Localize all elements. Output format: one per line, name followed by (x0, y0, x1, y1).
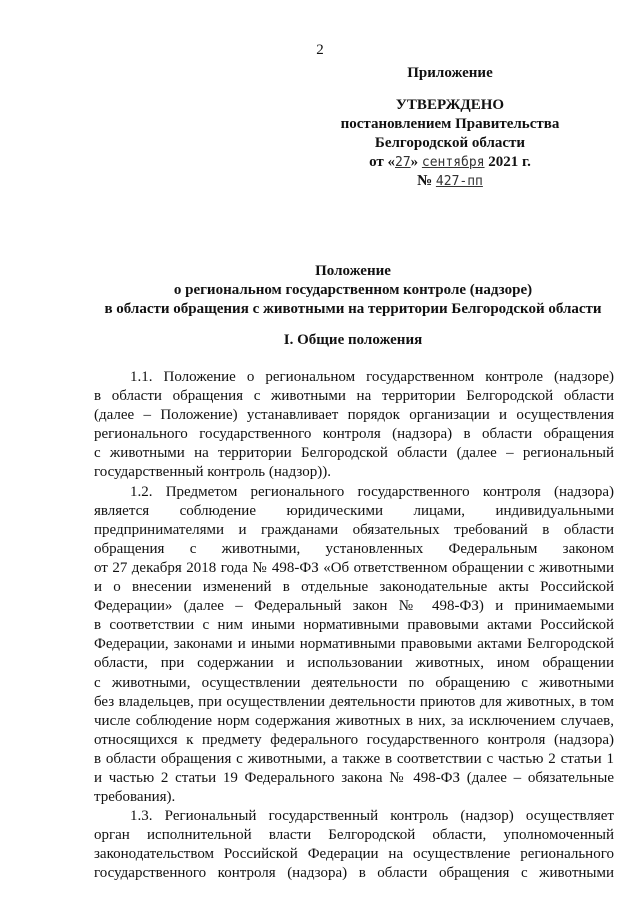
approved-label: УТВЕРЖДЕНО (395, 97, 505, 113)
title-line-1: Положение (315, 263, 391, 279)
section-heading: I. Общие положения (283, 332, 423, 348)
body-line: предпринимателями и гражданами обязательных требований в области (94, 521, 614, 538)
approval-stamp (300, 64, 600, 191)
page-number: 2 (316, 42, 324, 58)
body-line: (далее – Положение) устанавливает порядок организации и осуществления (94, 407, 614, 424)
body-line: без владельцев, при осуществлении деятельности приютов для животных, в том (94, 693, 614, 710)
approval-number (300, 172, 600, 191)
number-prefix: № (417, 173, 433, 189)
body-line: Федерации» (далее – Федеральный закон № 498-ФЗ) и принимаемыми (94, 598, 614, 615)
body-line: обращения с животными, установленных Федеральным законом (94, 540, 614, 557)
body-line: требования). (94, 789, 176, 806)
body-line: и о внесении изменений в отдельные законодательные акты Российской (94, 579, 614, 596)
date-mid: » (410, 154, 419, 170)
body-line: в области обращения с животными на территории Белгородской области (94, 388, 614, 405)
body-line: 1.1. Положение о региональном государственном контроле (надзоре) (130, 369, 614, 385)
body-line: относящихся к предмету федерального государственного контроля (надзора) (94, 731, 614, 748)
approval-line-2: Белгородской области (374, 135, 526, 151)
document-title (88, 262, 618, 319)
approval-date (300, 153, 600, 172)
body-line: в соответствии с ним иными нормативными правовыми актами Российской (94, 617, 614, 634)
body-line: в области обращения с животными, а также в соответствии с частью 2 статьи 1 (94, 750, 614, 767)
body-line: с животными, осуществлении деятельности по обращению с животными (94, 674, 614, 691)
body-line: и частью 2 статьи 19 Федерального закона № 498-ФЗ (далее – обязательные (94, 769, 614, 786)
body-line: области, при содержании и использовании животных, ином обращении (94, 655, 614, 672)
date-prefix: от « (369, 154, 395, 170)
body-line: регионального государственного контроля (надзора) в области обращения (94, 426, 614, 443)
body-line: с животными на территории Белгородской области (далее – региональный (94, 445, 614, 462)
title-line-3: в области обращения с животными на территории Белгородской области (104, 301, 602, 317)
body-line: 1.2. Предметом регионального государственного контроля (надзора) (130, 483, 614, 500)
body-line: числе соблюдение норм содержания животных в них, за исключением случаев, (94, 712, 614, 729)
body-line: орган исполнительной власти Белгородской области, уполномоченный (94, 827, 614, 844)
body-line: от 27 декабря 2018 года № 498-ФЗ «Об ответственном обращении с животными (94, 559, 614, 576)
body-line: государственный контроль (надзор)). (94, 464, 331, 481)
body-line: 1.3. Региональный государственный контроль (надзор) осуществляет (130, 808, 614, 825)
approval-line-1: постановлением Правительства (340, 116, 560, 132)
body-line: Федерации, законами и иными нормативными правовыми актами Белгородской (94, 636, 614, 653)
title-line-2: о региональном государственном контроле (надзоре) (173, 282, 533, 298)
date-day: 27 (395, 155, 411, 170)
body-text (94, 368, 614, 884)
appendix-label: Приложение (407, 65, 493, 81)
body-line: является соблюдение юридическими лицами, индивидуальными (94, 502, 614, 519)
body-line: государственного контроля (надзора) в области обращения с животными (94, 865, 614, 882)
body-line: законодательством Российской Федерации на осуществление регионального (94, 846, 614, 863)
number-value: 427-пп (435, 174, 483, 189)
date-month: сентября (421, 155, 485, 170)
date-year: 2021 г. (488, 154, 531, 170)
